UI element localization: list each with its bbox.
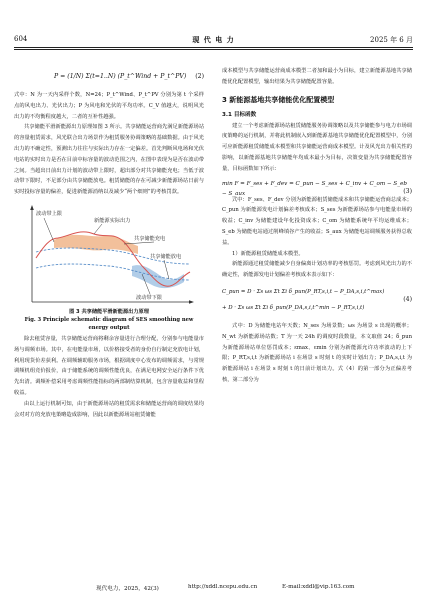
paragraph: 建立一个考虑新能源场站租赁储能服务协调策略以及共享储能参与电力市场调度策略的运行机制，并将此机制嵌入到新能源基地共享储能优化配置模型中，分别可应新能源租赁储能成本模型和共享储能运营商成本模型。计及风光出力相关性的影响，以新能源基地共享储能年均成本最小为目标，决策变量为共享储能配置容量，目标函数如下所示： [222,122,412,172]
equation-4-line-2: + D · Σs ωs Σt Σi δ_pun(P_DA,s,i,t^min − P_RT,s,i,t) [222,304,365,311]
right-column [222,66,412,386]
paragraph: 成本模型与共享储能运营商成本模型二者加和最小为目标，建立新能源基地共享储能优化配置模型，输出结果为共享储能配置容量。 [222,68,412,85]
journal-title: 现 代 电 力 [192,35,235,44]
paragraph: 式中：D 为储能电站年天数；N_ses 为场景数；ωs 为场景 s 出现的概率；N_wt 为新能源场站数；T 为一天 24h 的调度时段数量，本文取值 24；δ_pun 为新能源场站单位惩罚成本；εmax、εmin 分别为新能源允许功率波动的上下限；P_RT,s,i,t 为新能源场站 i 在场景 s 时刻 t 的实时计划出力；P_DA,s,i,t 为新能源场站 i 在场景 s 时刻 t 的日前计划出力。式（4）的第一部分为正偏差考核，第二部分为 [222,322,412,383]
footer-url: http://xddl.ncepu.edu.cn [188,584,258,590]
left-column [14,66,204,420]
section-heading: 3 新能源基地共享储能优化配置模型 [222,95,335,104]
label-lower-band: 波动带下限 [136,294,162,301]
equation-3-text: min F = F_ses + F_dev = C_pun − S_ses + C_inv + C_om − S_eb − S_aux [222,180,407,198]
figure-3 [14,202,204,332]
subsection-heading: 3.1 目标函数 [222,111,257,118]
label-actual-output: 新能源实际出力 [94,217,131,224]
label-discharge: 共享储能放电 [150,253,182,260]
paragraph: 式中：N 为一天内采样个数，N=24；P_t^Wind、P_t^PV 分别为第 t 个采样点的风电出力、光伏出力；P 为风电和光伏的平均功率。C_V 值越大，说明风光出力的不均衡程度越大，二者的互补性越强。 [14,92,204,120]
label-upper-band: 波动带上限 [36,210,62,217]
footer-email: E-mail:xddl@vip.163.com [282,584,355,590]
paragraph: 共享储能平滑新能源出力原理如图 3 所示。共享储能运营商先满足新能源场站的容量租赁需求，风光联合出力场景作为租赁服务协调策略的基础数据。由于风光出力的不确定性，预测出力往往与实际出力存在一定偏差。首先判断风电场和光伏电站的实时出力是否在目前中标容量的波动范围之内，在图中表现为是否在波动带之间。当超出日前出力计划的波动带上限时，超出部分对共享储能充电；当低于波动带下限时，不足部分由共享储能放电。租赁储能的存在可减少新能源场站日前与实时投标容量的偏差，促进新能源消纳以及减少“两个细则”的考核罚款。 [14,124,204,196]
equation-4-line-1: C_pun = D · Σs ωs Σt Σi δ_pun(P_RT,s,i,t − P_DA,s,i,t^max) [222,288,385,295]
x-arrow [189,300,194,304]
y-arrow [30,205,34,210]
figure-3-caption [14,308,204,332]
footer-citation: 现代电力，2025，42(3) [96,586,159,592]
figure-caption-en: Fig. 3 Principle schematic diagram of SES smoothing new energy output [24,316,194,331]
equation-3-number: (3) [403,187,412,195]
paragraph: 除去租赁容量，共享储能运营商将剩余容量进行合理分配，分别参与电能量市场与调频市场。其中，在电能量市场，以价格接受者的身份自行制定充放电计划，利用现货价差获利。在调频辅助服务市场，根据调度中心发布的调频需求，与常规调频机组竞价报价，由于储能系统的调频性能优良，在满足电网安全运行条件下优先出清。调频补偿采用考虑调频性能指标的两部制结算机制，包含容量收益和里程收益。 [14,335,204,396]
equation-4-number: (4) [403,295,412,303]
discharge-region [132,265,184,288]
header-rule-thin [14,49,413,50]
figure-3-diagram [14,202,204,308]
equation-3 [222,175,412,198]
issue-date: 2025 年 6 月 [370,36,413,44]
equation-2 [14,66,204,90]
header-rule [14,47,413,48]
equation-4 [222,281,412,321]
page-number: 604 [14,35,28,43]
paragraph: 由以上运行机制可知，由于新能源场站的租赁需求和储能运营商的调度结果均会对对方的充放电策略造成影响，因此以新能源场站租赁储能 [14,400,204,418]
figure-caption-cn: 图 3 共享储能平滑新能源出力原理 [69,308,149,315]
paragraph: 式中：F_ses、F_dev 分别为新能源租赁储能成本和共享储能运营商总成本；C_pun 为新能源发电计划偏差考核成本；S_ses 为新能源场站参与电能量市场的收益；C_inv 为储能建设年化投资成本；C_om 为储能系统年平均运维成本；S_eb 为储能电站通过削峰填谷产生的收益；S_aux 为储能电站调频服务获得总收益。 [222,196,412,246]
list-item: 1）新能源租赁储能成本模型。 [232,250,304,257]
charge-region [54,235,138,254]
paragraph: 新能源通过租赁储能减少自身偏离计划功率的考核惩罚。考虑到风光出力的不确定性，新能源发电计划偏差考核成本表示如下： [222,261,412,279]
label-charge: 共享储能充电 [134,235,166,242]
equation-2-text: P = (1/N) Σ(t=1..N) (P_t^Wind + P_t^PV) [54,73,187,80]
equation-2-number: (2) [195,73,204,80]
